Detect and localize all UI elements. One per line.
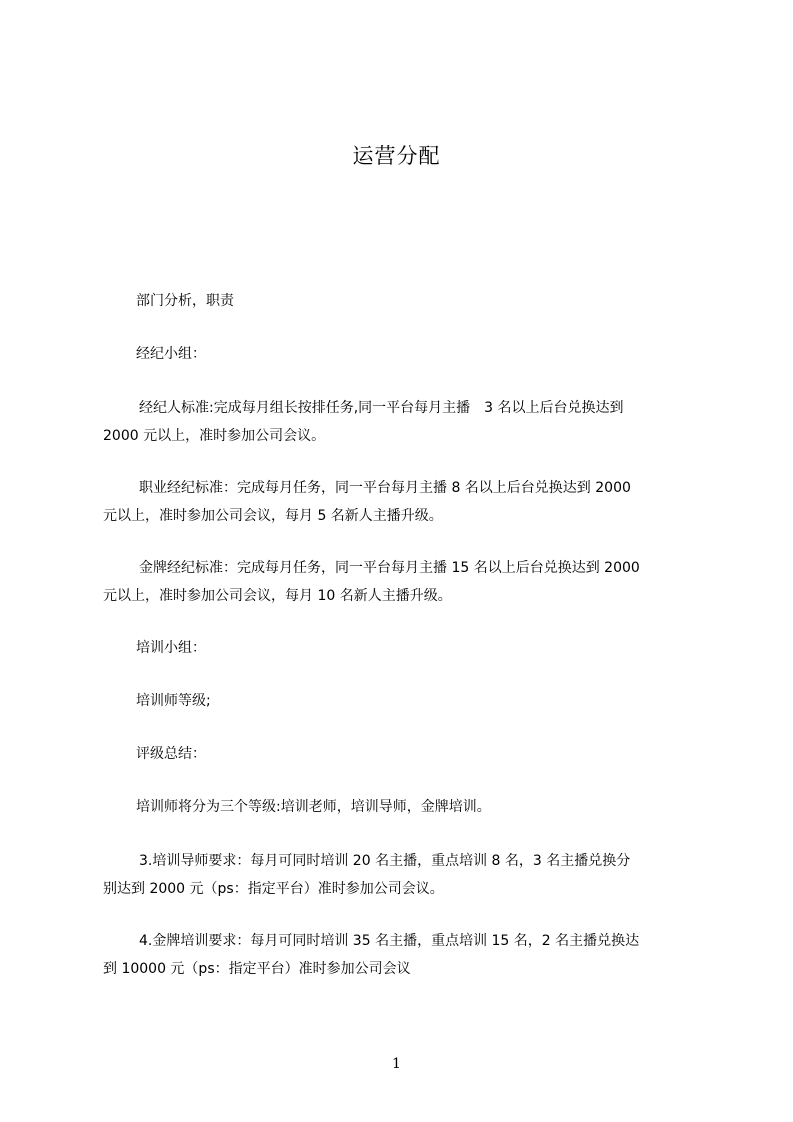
paragraph-broker-standard — [103, 394, 703, 450]
paragraph-line: 培训师等级; — [136, 693, 211, 709]
paragraph-line: 元以上，准时参加公司会议，每月 10 名新人主播升级。 — [103, 588, 452, 604]
page-number: 1 — [392, 1056, 401, 1072]
paragraph-line: 到 10000 元（ps：指定平台）准时参加公司会议 — [103, 961, 411, 977]
paragraph-line: 培训小组： — [136, 640, 206, 656]
paragraph-line: 3.培训导师要求：每月可同时培训 20 名主播，重点培训 8 名，3 名主播兑换分 — [139, 853, 631, 869]
paragraph-line: 培训师将分为三个等级:培训老师，培训导师，金牌培训。 — [136, 799, 491, 815]
paragraph-line: 金牌经纪标准：完成每月任务，同一平台每月主播 15 名以上后台兑换达到 2000 — [139, 560, 640, 576]
paragraph-training-group — [103, 634, 703, 662]
paragraph-gold-trainer-requirements — [103, 927, 703, 983]
paragraph-line: 元以上，准时参加公司会议，每月 5 名新人主播升级。 — [103, 508, 443, 524]
paragraph-trainer-mentor-requirements — [103, 847, 703, 903]
paragraph-professional-broker — [103, 474, 703, 530]
paragraph-trainer-levels — [103, 687, 703, 715]
paragraph-broker-group — [103, 340, 703, 368]
paragraph-three-levels — [103, 793, 703, 821]
paragraph-line: 2000 元以上，准时参加公司会议。 — [103, 428, 326, 444]
paragraph-dept-analysis — [103, 287, 703, 315]
paragraph-gold-broker — [103, 554, 703, 610]
paragraph-line: 评级总结： — [136, 746, 206, 762]
paragraph-rating-summary — [103, 740, 703, 768]
paragraph-line: 4.金牌培训要求：每月可同时培训 35 名主播，重点培训 15 名，2 名主播兑换达 — [139, 933, 640, 949]
paragraph-line: 经纪小组： — [136, 346, 206, 362]
paragraph-line: 别达到 2000 元（ps：指定平台）准时参加公司会议。 — [103, 881, 444, 897]
paragraph-line: 经纪人标准:完成每月组长按排任务,同一平台每月主播 3 名以上后台兑换达到 — [139, 400, 624, 416]
paragraph-line: 职业经纪标准：完成每月任务，同一平台每月主播 8 名以上后台兑换达到 2000 — [139, 480, 631, 496]
page-title: 运营分配 — [352, 144, 441, 168]
paragraph-line: 部门分析，职责 — [136, 293, 234, 309]
